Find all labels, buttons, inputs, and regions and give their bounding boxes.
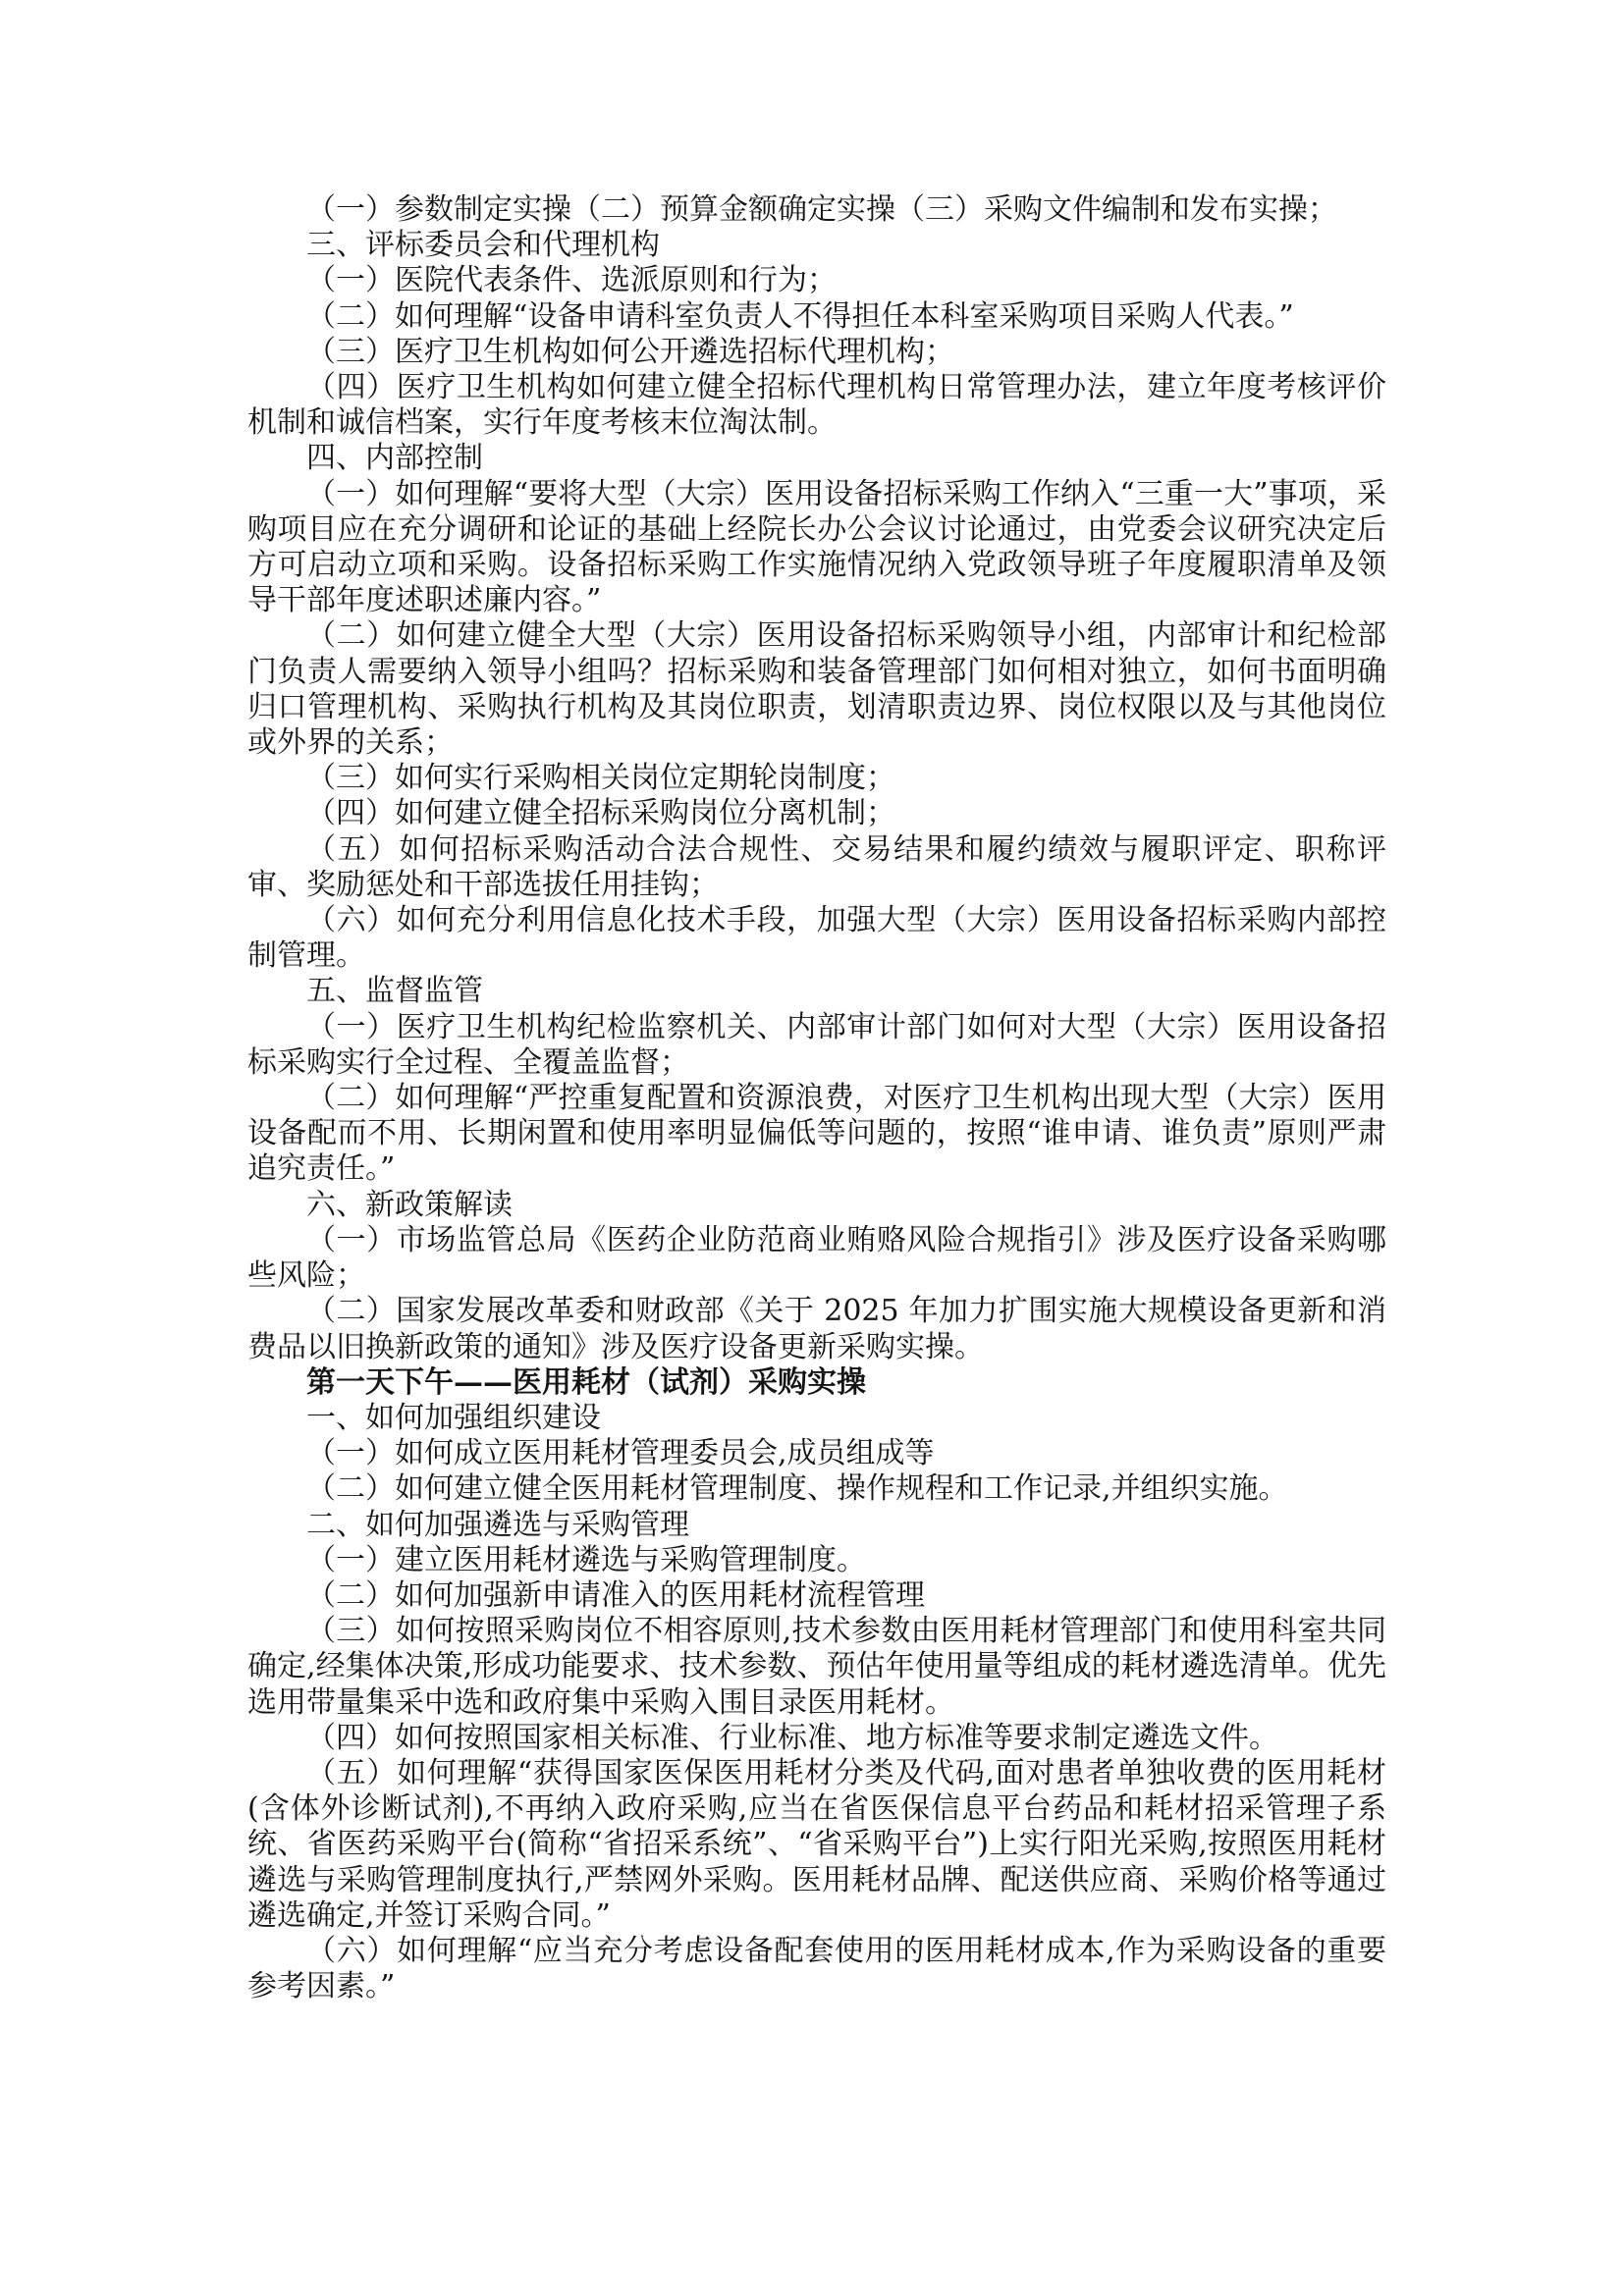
section-heading: 六、新政策解读 — [306, 1187, 513, 1222]
section-heading: 四、内部控制 — [306, 441, 483, 476]
section-heading: 二、如何加强遴选与采购管理 — [306, 1507, 689, 1542]
paragraph: （六）如何理解“应当充分考虑设备配套使用的医用耗材成本,作为采购设备的重要参考因素。” — [247, 1933, 1386, 2004]
paragraph: （三）医疗卫生机构如何公开遴选招标代理机构； — [306, 334, 954, 369]
section-heading: 三、评标委员会和代理机构 — [306, 228, 660, 263]
paragraph: （四）如何建立健全招标采购岗位分离机制； — [306, 796, 895, 831]
paragraph: （一）如何理解“要将大型（大宗）医用设备招标采购工作纳入“三重一大”事项，采购项目应在充分调研和论证的基础上经院长办公会议讨论通过，由党委会议研究决定后方可启动立项和采购。设备招标采购工作实施情况纳入党政领导班子年度履职清单及领导干部年度述职述廉内容。” — [247, 476, 1386, 618]
paragraph: （三）如何实行采购相关岗位定期轮岗制度； — [306, 761, 895, 796]
paragraph: （六）如何充分利用信息化技术手段，加强大型（大宗）医用设备招标采购内部控制管理。 — [247, 903, 1386, 974]
paragraph: （一）参数制定实操（二）预算金额确定实操（三）采购文件编制和发布实操； — [306, 192, 1337, 227]
paragraph: （二）如何理解“严控重复配置和资源浪费，对医疗卫生机构出现大型（大宗）医用设备配而不用、长期闲置和使用率明显偏低等问题的，按照“谁申请、谁负责”原则严肃追究责任。” — [247, 1081, 1386, 1187]
paragraph: （二）如何建立健全医用耗材管理制度、操作规程和工作记录,并组织实施。 — [306, 1471, 1288, 1507]
paragraph: （一）建立医用耗材遴选与采购管理制度。 — [306, 1542, 866, 1577]
section-heading: 一、如何加强组织建设 — [306, 1400, 601, 1435]
session-title: 第一天下午——医用耗材（试剂）采购实操 — [306, 1364, 866, 1400]
paragraph: （五）如何理解“获得国家医保医用耗材分类及代码,面对患者单独收费的医用耗材(含体外诊断试剂),不再纳入政府采购,应当在省医保信息平台药品和耗材招采管理子系统、省医药采购平台(简称“省招采系统”、“省采购平台”)上实行阳光采购,按照医用耗材遴选与采购管理制度执行,严禁网外采购。医用耗材品牌、配送供应商、采购价格等通过遴选确定,并签订采购合同。” — [247, 1755, 1386, 1933]
section-heading: 五、监督监管 — [306, 974, 483, 1009]
paragraph: （一）如何成立医用耗材管理委员会,成员组成等 — [306, 1436, 935, 1471]
paragraph: （二）如何理解“设备申请科室负责人不得担任本科室采购项目采购人代表。” — [306, 298, 1294, 334]
paragraph: （五）如何招标采购活动合法合规性、交易结果和履约绩效与履职评定、职称评审、奖励惩处和干部选拔任用挂钩； — [247, 831, 1386, 902]
paragraph: （二）国家发展改革委和财政部《关于 2025 年加力扩围实施大规模设备更新和消费品以旧换新政策的通知》涉及医疗设备更新采购实操。 — [247, 1294, 1386, 1364]
document-page — [247, 192, 1386, 2004]
paragraph: （一）医疗卫生机构纪检监察机关、内部审计部门如何对大型（大宗）医用设备招标采购实行全过程、全覆盖监督； — [247, 1009, 1386, 1080]
paragraph: （四）医疗卫生机构如何建立健全招标代理机构日常管理办法，建立年度考核评价机制和诚信档案，实行年度考核末位淘汰制。 — [247, 370, 1386, 441]
paragraph: （四）如何按照国家相关标准、行业标准、地方标准等要求制定遴选文件。 — [306, 1720, 1278, 1755]
paragraph: （一）医院代表条件、选派原则和行为； — [306, 263, 837, 298]
paragraph: （二）如何建立健全大型（大宗）医用设备招标采购领导小组，内部审计和纪检部门负责人需要纳入领导小组吗？招标采购和装备管理部门如何相对独立，如何书面明确归口管理机构、采购执行机构及其岗位职责，划清职责边界、岗位权限以及与其他岗位或外界的关系； — [247, 618, 1386, 761]
paragraph: （一）市场监管总局《医药企业防范商业贿赂风险合规指引》涉及医疗设备采购哪些风险； — [247, 1222, 1386, 1294]
paragraph: （三）如何按照采购岗位不相容原则,技术参数由医用耗材管理部门和使用科室共同确定,经集体决策,形成功能要求、技术参数、预估年使用量等组成的耗材遴选清单。优先选用带量集采中选和政府集中采购入围目录医用耗材。 — [247, 1614, 1386, 1720]
paragraph: （二）如何加强新申请准入的医用耗材流程管理 — [306, 1577, 925, 1613]
